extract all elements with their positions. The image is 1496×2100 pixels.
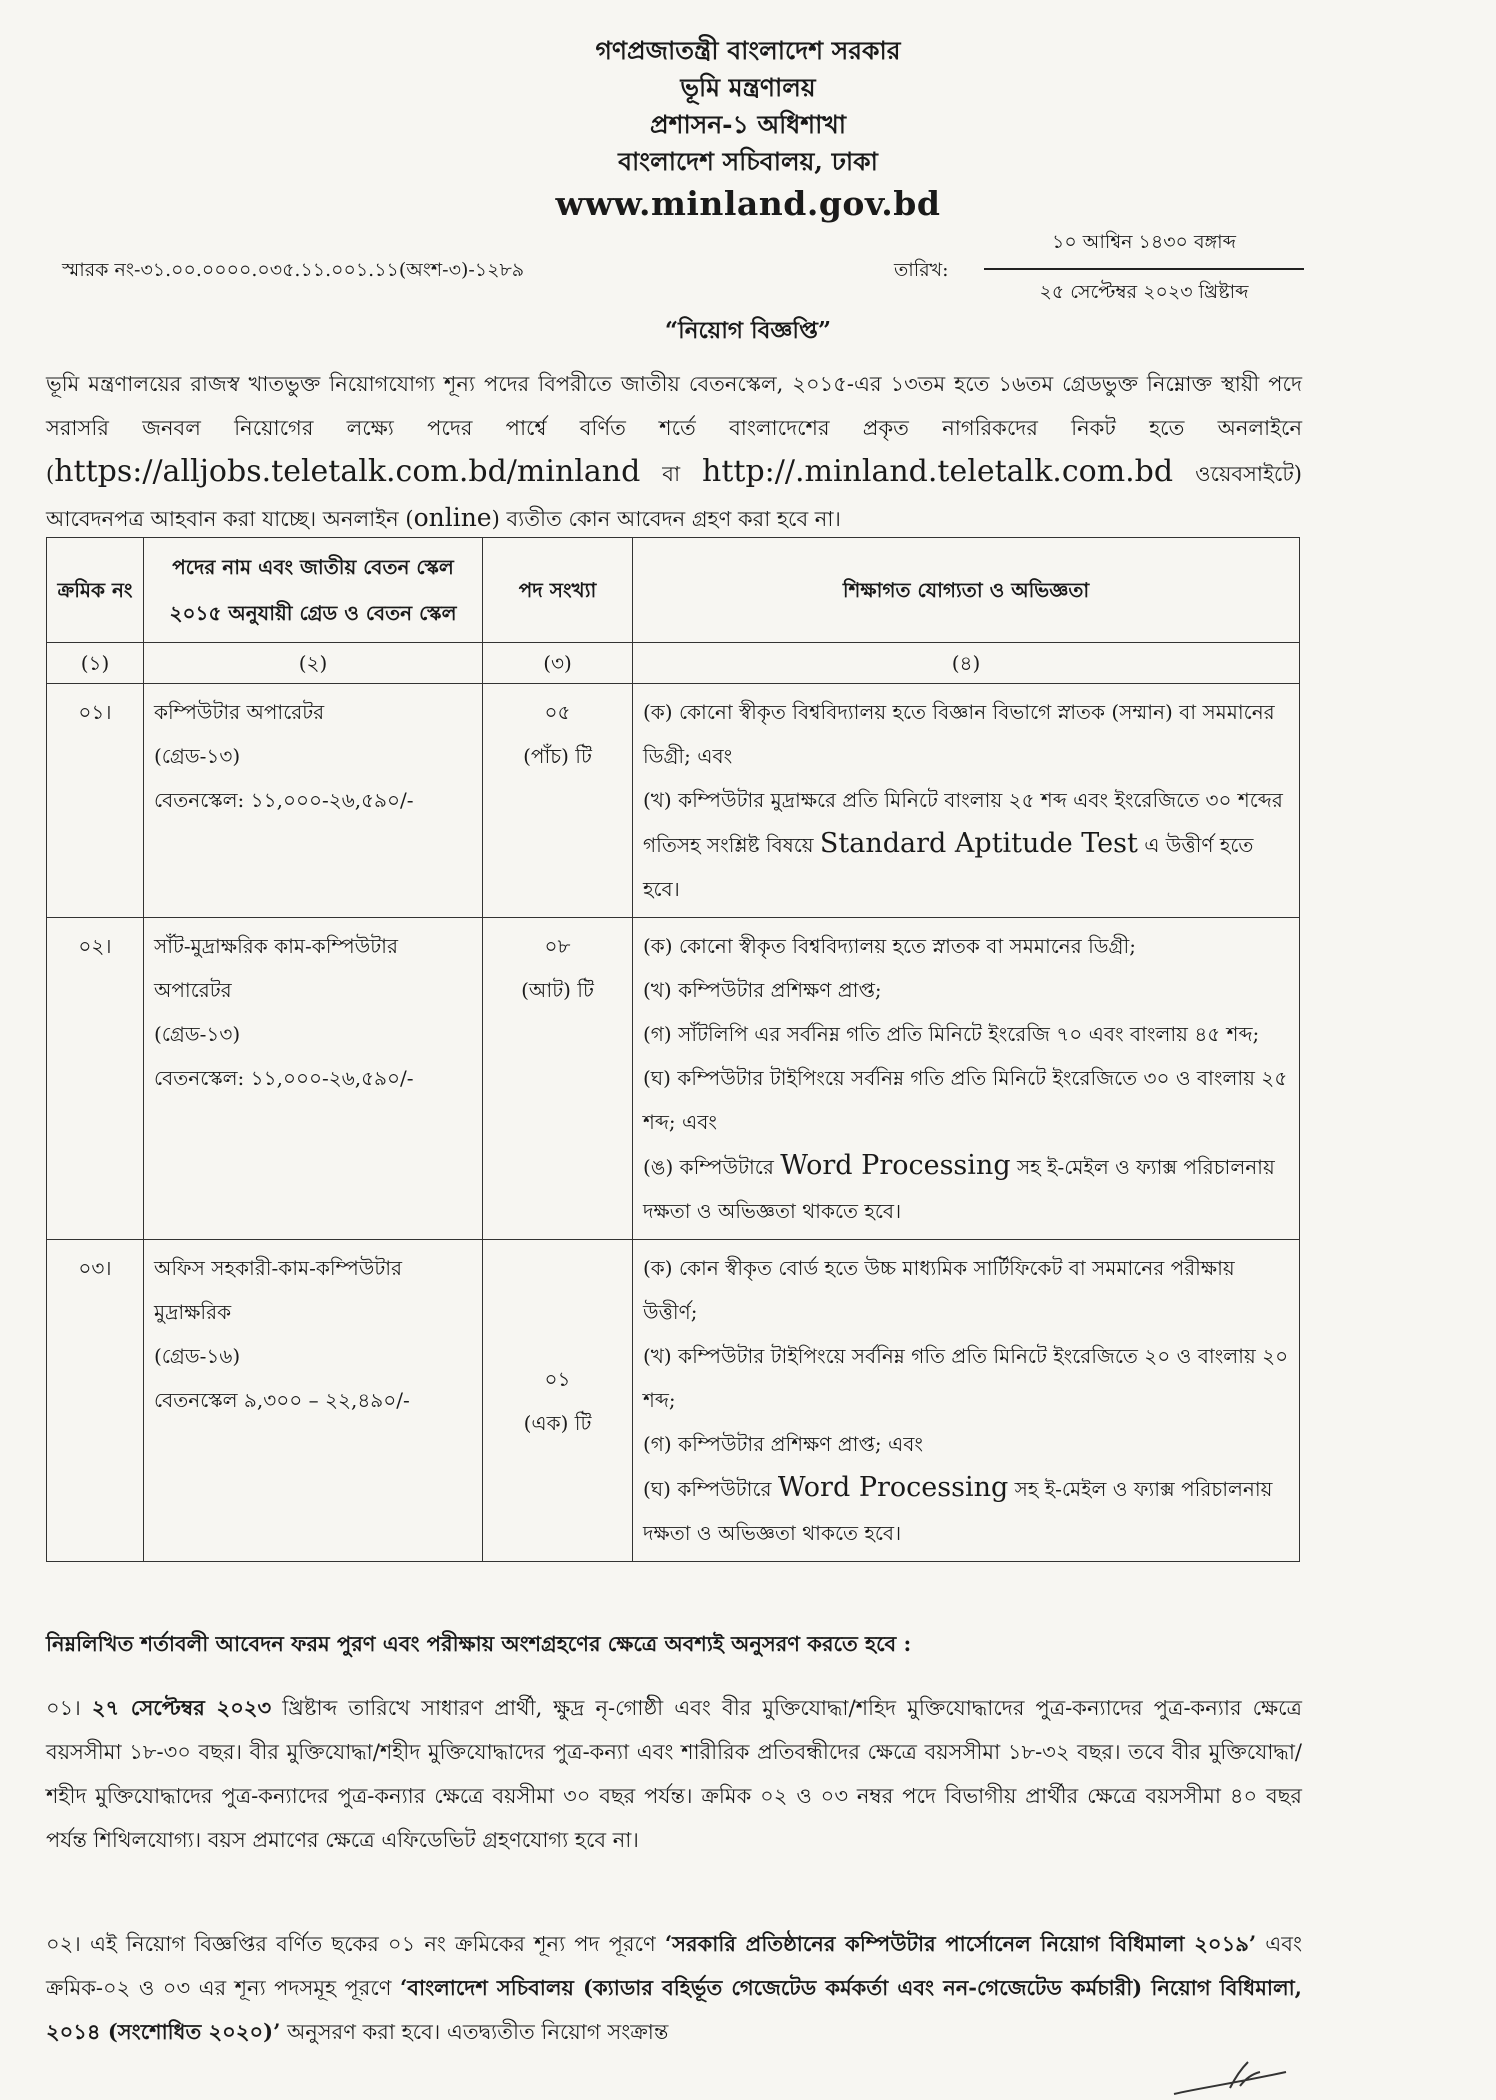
post-count-words: (আট) টি bbox=[521, 978, 594, 1002]
qualification-en-term: Word Processing bbox=[777, 1472, 1009, 1503]
qualification-item: (ক) কোন স্বীকৃত বোর্ড হতে উচ্চ মাধ্যমিক সার্টিফিকেট বা সমমানের পরীক্ষায় উত্তীর্ণ; bbox=[643, 1256, 1235, 1324]
rule-name: ‘বাংলাদেশ সচিবালয় (ক্যাডার বহির্ভূত গেজেটেড কর্মকর্তা এবং নন-গেজেটেড কর্মচারী) নিয়োগ বিধিমালা, ২০১৪ (সংশোধিত ২০২০)’ bbox=[46, 1975, 1302, 2044]
signature-mark bbox=[1170, 2058, 1290, 2098]
qualification-en-term: Word Processing bbox=[780, 1150, 1011, 1181]
condition-2 bbox=[46, 1922, 1302, 2054]
condition-1 bbox=[46, 1686, 1302, 1862]
qualification-item: (গ) সাঁটলিপি এর সর্বনিম্ন গতি প্রতি মিনিটে ইংরেজি ৭০ এবং বাংলায় ৪৫ শব্দ; bbox=[643, 1022, 1260, 1046]
header-qualification: শিক্ষাগত যোগ্যতা ও অভিজ্ঞতা bbox=[633, 538, 1300, 643]
qualification-item: (খ) কম্পিউটার টাইপিংয়ে সর্বনিম্ন গতি প্রতি মিনিটে ইংরেজিতে ২০ ও বাংলায় ২০ শব্দ; bbox=[643, 1344, 1289, 1412]
date-label: তারিখ: bbox=[894, 259, 949, 281]
memo-number: স্মারক নং-৩১.০০.০০০০.০৩৫.১১.০০১.১১(অংশ-৩)-১২৮৯ bbox=[62, 259, 525, 281]
qualification-text: (ঘ) কম্পিউটারে bbox=[643, 1477, 778, 1501]
row-serial: ০৩। bbox=[47, 1240, 144, 1562]
qualification-item: (গ) কম্পিউটার প্রশিক্ষণ প্রাপ্ত; এবং bbox=[643, 1432, 923, 1456]
post-name: অফিস সহকারী-কাম-কম্পিউটার মুদ্রাক্ষরিক bbox=[154, 1256, 403, 1324]
row-count bbox=[483, 1240, 633, 1562]
row-qualification bbox=[633, 918, 1300, 1240]
apply-link-alljobs: https://alljobs.teletalk.com.bd/minland bbox=[54, 454, 641, 489]
header-post: পদের নাম এবং জাতীয় বেতন স্কেল ২০১৫ অনুযায়ী গ্রেড ও বেতন স্কেল bbox=[144, 538, 483, 643]
row-post bbox=[144, 684, 483, 918]
condition-number: ০১। bbox=[46, 1696, 81, 1720]
rule-name: ‘সরকারি প্রতিষ্ঠানের কম্পিউটার পার্সোনেল নিয়োগ বিধিমালা ২০১৯’ bbox=[664, 1931, 1257, 1956]
table-row bbox=[47, 684, 1300, 918]
govt-name: গণপ্রজাতন্ত্রী বাংলাদেশ সরকার bbox=[595, 36, 901, 65]
row-post bbox=[144, 918, 483, 1240]
col-number: (১) bbox=[47, 643, 144, 684]
qualification-item: (খ) কম্পিউটার প্রশিক্ষণ প্রাপ্ত; bbox=[643, 978, 882, 1002]
date-bangla: ১০ আশ্বিন ১৪৩০ বঙ্গাব্দ bbox=[984, 228, 1304, 270]
branch-name: প্রশাসন-১ অধিশাখা bbox=[650, 110, 846, 139]
conditions-heading: নিম্নলিখিত শর্তাবলী আবেদন ফরম পুরণ এবং পরীক্ষায় অংশগ্রহণের ক্ষেত্রে অবশ্যই অনুসরণ করতে হবে : bbox=[46, 1631, 912, 1656]
row-count bbox=[483, 684, 633, 918]
post-grade: (গ্রেড-১৬) bbox=[154, 1344, 241, 1368]
qualification-text: (খ) কম্পিউটার মুদ্রাক্ষরে প্রতি মিনিটে বাংলায় ২৫ শব্দ এবং ইংরেজিতে ৩০ শব্দের গতিসহ সংশ্লিষ্ট বিষয়ে bbox=[643, 788, 1283, 857]
qualification-item: (ঘ) কম্পিউটার টাইপিংয়ে সর্বনিম্ন গতি প্রতি মিনিটে ইংরেজিতে ৩০ ও বাংলায় ২৫ শব্দ; এবং bbox=[643, 1066, 1288, 1134]
letterhead bbox=[0, 32, 1496, 226]
table-row bbox=[47, 918, 1300, 1240]
qualification-item: (ক) কোনো স্বীকৃত বিশ্ববিদ্যালয় হতে বিজ্ঞান বিভাগে স্নাতক (সম্মান) বা সমমানের ডিগ্রী; এবং bbox=[643, 700, 1275, 768]
qualification-item bbox=[643, 1144, 1289, 1233]
row-count bbox=[483, 918, 633, 1240]
qualification-text: সহ ই-মেইল ও ফ্যাক্স পরিচালনায় দক্ষতা ও অভিজ্ঞতা থাকতে হবে। bbox=[643, 1477, 1273, 1545]
condition-text: এই নিয়োগ বিজ্ঞপ্তির বর্ণিত ছকের ০১ নং ক্রমিকের শূন্য পদ পূরণে bbox=[80, 1932, 665, 1956]
post-scale: বেতনস্কেল: ১১,০০০-২৬,৫৯০/- bbox=[154, 1066, 414, 1090]
intro-text-3: ওয়েবসাইটে) আবেদনপত্র আহবান করা যাচ্ছে। অনলাইন ( bbox=[46, 462, 1302, 531]
qualification-item bbox=[643, 778, 1289, 911]
date-gregorian: ২৫ সেপ্টেম্বর ২০২৩ খ্রিষ্টাব্দ bbox=[1039, 281, 1249, 303]
post-scale: বেতনস্কেল: ১১,০০০-২৬,৫৯০/- bbox=[154, 788, 414, 812]
row-qualification bbox=[633, 1240, 1300, 1562]
intro-text-4: ) ব্যতীত কোন আবেদন গ্রহণ করা হবে না। bbox=[491, 507, 841, 531]
row-post bbox=[144, 1240, 483, 1562]
post-scale: বেতনস্কেল ৯,৩০০ – ২২,৪৯০/- bbox=[154, 1388, 410, 1412]
table-header-row bbox=[47, 538, 1300, 643]
col-number: (২) bbox=[144, 643, 483, 684]
condition-text: অনুসরণ করা হবে। এতদ্ব্যতীত নিয়োগ সংক্রান্ত bbox=[280, 2020, 669, 2044]
office-address: বাংলাদেশ সচিবালয়, ঢাকা bbox=[618, 147, 878, 176]
condition-date: ২৭ সেপ্টেম্বর ২০২৩ bbox=[91, 1695, 272, 1720]
post-name: সাঁট-মুদ্রাক্ষরিক কাম-কম্পিউটার অপারেটর bbox=[154, 934, 398, 1002]
qualification-text: সহ ই-মেইল ও ফ্যাক্স পরিচালনায় দক্ষতা ও অভিজ্ঞতা থাকতে হবে। bbox=[643, 1155, 1275, 1223]
qualification-item bbox=[643, 1466, 1289, 1555]
header-count: পদ সংখ্যা bbox=[483, 538, 633, 643]
notice-title: “নিয়োগ বিজ্ঞপ্তি” bbox=[664, 317, 832, 344]
apply-link-teletalk: http://.minland.teletalk.com.bd bbox=[702, 454, 1174, 489]
row-serial: ০১। bbox=[47, 684, 144, 918]
col-number: (৩) bbox=[483, 643, 633, 684]
intro-text-2: বা bbox=[640, 462, 703, 486]
post-grade: (গ্রেড-১৩) bbox=[154, 1022, 241, 1046]
condition-number: ০২। bbox=[46, 1932, 81, 1956]
condition-text: এবং ক্রমিক-০২ ও ০৩ এর শূন্য পদসমূহ পূরণে bbox=[46, 1932, 1302, 2000]
row-qualification bbox=[633, 684, 1300, 918]
post-count: ০৫ bbox=[544, 700, 571, 724]
date-block bbox=[984, 228, 1304, 310]
column-number-row bbox=[47, 643, 1300, 684]
online-word: online bbox=[413, 503, 492, 532]
qualification-en-term: Standard Aptitude Test bbox=[819, 828, 1138, 859]
website-url: www.minland.gov.bd bbox=[555, 184, 941, 223]
condition-text: খ্রিষ্টাব্দ তারিখে সাধারণ প্রার্থী, ক্ষুদ্র নৃ-গোষ্ঠী এবং বীর মুক্তিযোদ্ধা/শহিদ মুক্তিযোদ্ধাদের পুত্র-কন্যাদের পুত্র-কন্যার ক্ষেত্রে বয়সসীমা ১৮-৩০ বছর। বীর মুক্তিযোদ্ধা/শহীদ মুক্তিযোদ্ধাদের পুত্র-কন্যা এবং শারীরিক প্রতিবন্ধীদের ক্ষেত্রে বয়সসীমা ১৮-৩২ বছর। তবে বীর মুক্তিযোদ্ধা/শহীদ মুক্তিযোদ্ধাদের পুত্র-কন্যাদের পুত্র-কন্যার ক্ষেত্রে বয়সীমা ৩০ বছর পর্যন্ত। ক্রমিক ০২ ও ০৩ নম্বর পদে বিভাগীয় প্রার্থীর ক্ষেত্রে বয়সসীমা ৪০ বছর পর্যন্ত শিথিলযোগ্য। বয়স প্রমাণের ক্ষেত্রে এফিডেভিট গ্রহণযোগ্য হবে না। bbox=[46, 1696, 1302, 1852]
header-serial: ক্রমিক নং bbox=[47, 538, 144, 643]
intro-text-1: ভূমি মন্ত্রণালয়ের রাজস্ব খাতভুক্ত নিয়োগযোগ্য শূন্য পদের বিপরীতে জাতীয় বেতনস্কেল, ২০১৫-এর ১৩তম হতে ১৬তম গ্রেডভুক্ত নিম্নোক্ত স্থায়ী পদে সরাসরি জনবল নিয়োগের লক্ষ্যে পদের পার্শ্বে বর্ণিত শর্তে বাংলাদেশের প্রকৃত নাগরিকদের নিকট হতে অনলাইনে ( bbox=[46, 372, 1302, 486]
row-serial: ০২। bbox=[47, 918, 144, 1240]
post-name: কম্পিউটার অপারেটর bbox=[154, 700, 325, 724]
post-grade: (গ্রেড-১৩) bbox=[154, 744, 241, 768]
qualification-text: (ঙ) কম্পিউটারে bbox=[643, 1155, 781, 1179]
post-count: ০৮ bbox=[544, 934, 571, 958]
table-row bbox=[47, 1240, 1300, 1562]
col-number: (৪) bbox=[633, 643, 1300, 684]
vacancy-table bbox=[46, 537, 1300, 1562]
ministry-name: ভূমি মন্ত্রণালয় bbox=[680, 73, 816, 102]
post-count-words: (এক) টি bbox=[523, 1410, 592, 1435]
intro-paragraph bbox=[46, 362, 1302, 541]
qualification-item: (ক) কোনো স্বীকৃত বিশ্ববিদ্যালয় হতে স্নাতক বা সমমানের ডিগ্রী; bbox=[643, 934, 1136, 958]
post-count-words: (পাঁচ) টি bbox=[523, 744, 592, 768]
post-count: ০১ bbox=[544, 1366, 571, 1391]
qualification-text: এ উত্তীর্ণ হতে হবে। bbox=[643, 833, 1254, 901]
